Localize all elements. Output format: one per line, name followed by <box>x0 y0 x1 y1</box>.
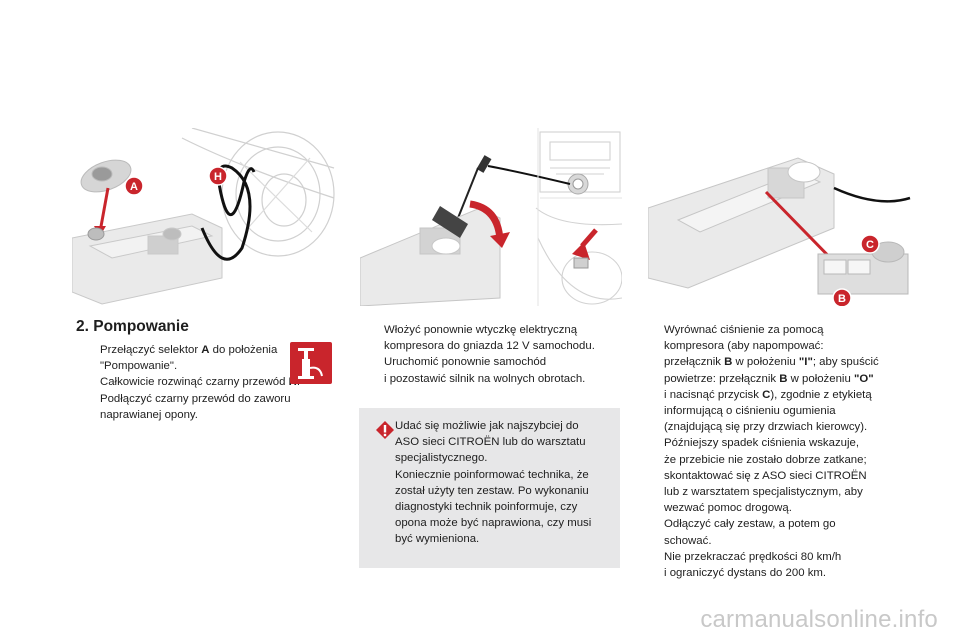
label-a: A <box>130 181 138 193</box>
step-item: Uruchomić ponownie samochód i pozostawić silnik na wolnych obrotach. <box>384 356 586 385</box>
label-b: B <box>838 293 846 305</box>
step-item: Odłączyć cały zestaw, a potem go schować. <box>664 518 836 547</box>
steps-column-1 <box>76 342 306 423</box>
step-item: Wyrównać ciśnienie za pomocą kompresora (aby napompować: przełącznik B w położeniu "I"; aby spuścić powietrze: przełącznik B w położeniu "O" i nacisnąć przycisk C), zgodnie z etykietą informującą o ciśnieniu ogumienia (znajdującą się przy drzwiach kierowcy). Późniejszy spadek ciśnienia wskazuje, że przebicie nie zostało dobrze zatkane; skontaktować się z ASO sieci CITROËN lub z warsztatem specjalistycznym, aby wezwać pomoc drogową. <box>664 324 879 515</box>
illustration-compressor-hose <box>72 128 336 306</box>
step-item: Nie przekraczać prędkości 80 km/h i ograniczyć dystans do 200 km. <box>664 550 842 580</box>
tyre-inflation-pump-icon <box>290 342 332 384</box>
warning-box <box>359 408 620 568</box>
label-c: C <box>866 239 874 251</box>
step-item: Przełączyć selektor A do położenia "Pompowanie". <box>100 344 278 373</box>
section-heading: 2. Pompowanie <box>76 318 189 335</box>
illustration-pressure-switch <box>648 128 912 306</box>
steps-column-2 <box>360 322 624 387</box>
step-item: Włożyć ponownie wtyczkę elektryczną kompresora do gniazda 12 V samochodu. <box>384 324 595 353</box>
warning-text: Udać się możliwie jak najszybciej do ASO sieci CITROËN lub do warsztatu specjalistycznego. Koniecznie poinformować technika, że został użyty ten zestaw. Po wykonaniu diagnostyki technik poinformuje, czy opona może być naprawiona, czy musi być wymieniona. <box>395 420 592 546</box>
watermark: carmanualsonline.info <box>700 606 938 633</box>
label-h: H <box>214 171 222 183</box>
steps-column-3 <box>640 322 912 581</box>
warning-icon <box>375 420 395 440</box>
step-item: Całkowicie rozwinąć czarny przewód <box>100 376 289 389</box>
illustration-12v-socket <box>360 128 622 306</box>
step-item: Podłączyć czarny przewód do zaworu naprawianej opony. <box>100 392 291 421</box>
